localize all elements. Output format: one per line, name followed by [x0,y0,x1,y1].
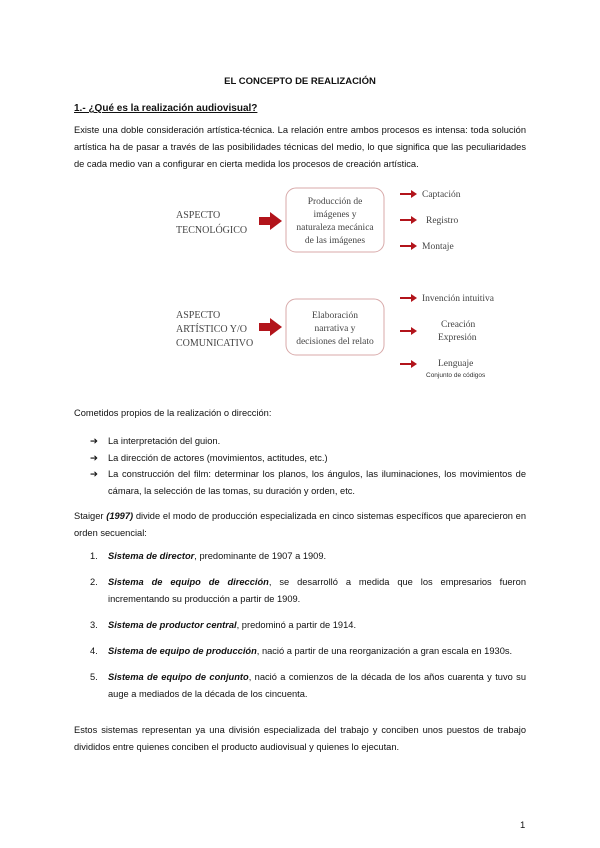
cometidos-heading: Cometidos propios de la realización o dirección: [74,408,272,418]
row1-output-1: Captación [422,190,461,200]
row1-output-3: Montaje [422,242,454,252]
list-item: 1. Sistema de director, predominante de 1907 a 1909. [90,551,327,561]
author: Staiger [74,511,104,521]
row1-output-2: Registro [426,216,459,226]
row2-output-2a: Creación [441,320,476,330]
list-item: 3. Sistema de productor central, predominó a partir de 1914. [90,620,357,630]
closing-paragraph: Estos sistemas representan ya una división especializada del trabajo y conciben unos puestos de trabajo divididos entre quienes conciben el producto audiovisual y quienes lo ejecutan. [74,725,526,752]
section-heading: 1.- ¿Qué es la realización audiovisual? [74,103,258,114]
row2-output-arrow-icon [400,294,417,368]
list-item: 5. Sistema de equipo de conjunto, nació a comienzos de la década de los años cuarenta y tuvo su auge a mediados de la década de los cincuenta. [90,672,526,699]
arrow-icon: ➔ [90,436,98,446]
row2-output-2b: Expresión [438,333,477,343]
intro-paragraph: Existe una doble consideración artística-técnica. La relación entre ambos procesos es intensa: toda solución artística ha de pasar a través de las posibilidades técnicas del medio, lo que significa que las peculiaridades de cada medio van a configurar en cierta medida los procesos de creación artística. [74,125,526,169]
production-diagram [0,0,600,400]
arrow-icon: ➔ [90,469,98,479]
page-title: EL CONCEPTO DE REALIZACIÓN [224,76,376,87]
list-item: ➔ La interpretación del guion. [90,433,526,450]
row2-left-label-1: ASPECTO [176,310,221,321]
row1-box-line-1: Producción de [307,197,363,207]
list-item: 4. Sistema de equipo de producción, nació a partir de una reorganización a gran escala en 1930s. [90,646,513,656]
staiger-paragraph: Staiger (1997) divide el modo de producción especializada en cinco sistemas específicos que aparecieron en orden secuencial: [74,511,527,538]
row2-output-1: Invención intuitiva [422,294,495,304]
year: (1997) [106,511,134,521]
list-item: 2. Sistema de equipo de dirección, se desarrolló a medida que los empresarios fueron incrementando su producción a partir de 1909. [90,577,526,604]
cometidos-list [90,433,526,499]
page-number: 1 [520,820,526,831]
row2-box-line-1: Elaboración [312,311,358,321]
row2-left-label-3: COMUNICATIVO [176,338,254,349]
row1-arrow-icon [259,212,282,230]
row1-box-line-2: imágenes y [313,210,357,220]
row2-box-line-3: decisiones del relato [296,337,374,347]
row2-output-3: Lenguaje [438,359,474,369]
row1-left-label-2: TECNOLÓGICO [176,225,248,236]
row1-left-label-1: ASPECTO [176,210,221,221]
list-item: ➔ La construcción del film: determinar los planos, los ángulos, las iluminaciones, los movimientos de cámara, la selección de las tomas, su duración y orden, etc. [90,466,526,499]
row2-left-label-2: ARTÍSTICO Y/O [176,324,247,335]
list-item: ➔ La dirección de actores (movimientos, actitudes, etc.) [90,450,526,467]
systems-list [90,548,526,703]
row2-box-line-2: narrativa y [314,324,356,334]
row1-output-arrow-icon [400,190,417,250]
row1-box-line-4: de las imágenes [304,236,366,246]
row1-box-line-3: naturaleza mecánica [296,223,374,233]
row2-arrow-icon [259,318,282,336]
row2-output-3-sub: Conjunto de códigos [426,372,486,379]
arrow-icon: ➔ [90,452,98,463]
